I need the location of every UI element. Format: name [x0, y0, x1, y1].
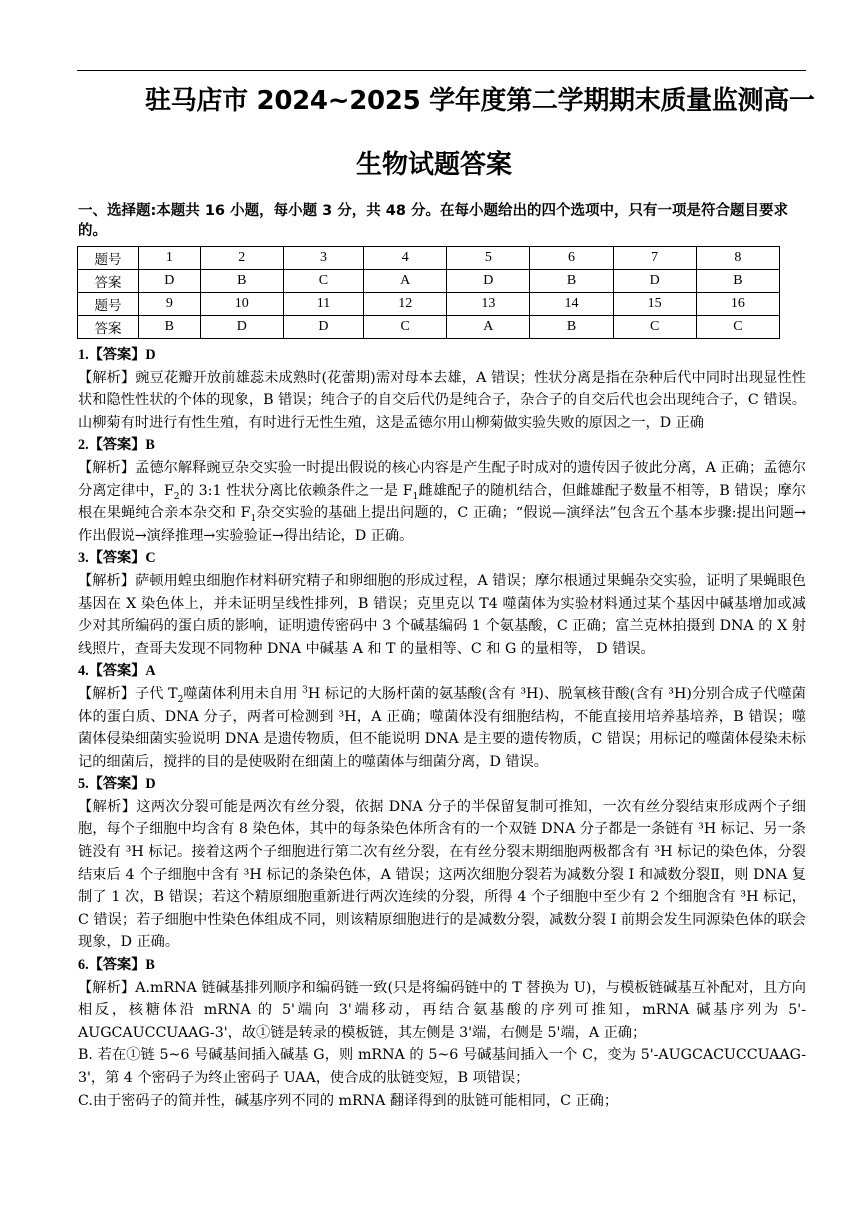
answer-4-body: 【解析】子代 $T_2$噬菌体利用未自用 $^3$H 标记的大肠杆菌的氨基酸(含有 ³H)、脱氧核苷酸(含有 ³H)分别合成子代噬菌体的蛋白质、DNA 分子，两者可检测到 ³H，A 正确；噬菌体没有细胞结构，不能直接用培养基培养，B 错误；噬菌体侵染细菌实验说明 DNA 是遗传物质，但不能说明 DNA 是主要的遗传物质，C 错误；用标记的噬菌体侵染未标记的细菌后，搅拌的目的是使吸附在细菌上的噬菌体与细菌分离，D 错误。 [78, 685, 806, 770]
answer-table [77, 246, 780, 339]
answer-3-body: 【解析】萨顿用蝗虫细胞作材料研究精子和卵细胞的形成过程，A 错误；摩尔根通过果蝇杂交实验，证明了果蝇眼色基因在 X 染色体上，并未证明呈线性排列，B 错误；克里克以 T4 噬菌体为实验材料通过某个基因中碱基增加或减少对其所编码的蛋白质的影响，证明遗传密码中 3 个碱基编码 1 个氨基酸，C 正确；富兰克林拍摄到 DNA 的 X 射线照片，查哥夫发现不同物种 DNA 中碱基 A 和 T 的量相等、C 和 G 的量相等， D 错误。 [78, 572, 806, 657]
question-number-cell: 4 [364, 247, 447, 270]
answer-5-head: 5.【答案】D [78, 776, 156, 793]
question-number-cell: 16 [696, 293, 779, 316]
answer-letter-cell: A [447, 316, 530, 339]
answer-1-body: 【解析】豌豆花瓣开放前雄蕊未成熟时(花蕾期)需对母本去雄，A 错误；性状分离是指在杂种后代中同时出现显性性状和隐性性状的个体的现象，B 错误；纯合子的自交后代仍是纯合子，杂合子的自交后代也会出现纯合子，C 错误。山柳菊有时进行有性生殖，有时进行无性生殖，这是孟德尔用山柳菊做实验失败的原因之一，D 正确 [78, 369, 806, 431]
answer-4-head: 4.【答案】A [78, 663, 156, 680]
answer-6-body-c: C.由于密码子的简并性，碱基序列不同的 mRNA 翻译得到的肽链可能相同，C 正确； [78, 1092, 619, 1109]
answer-6-head: 6.【答案】B [78, 957, 155, 974]
question-number-cell: 8 [696, 247, 779, 270]
answer-2-head: 2.【答案】B [78, 437, 155, 454]
answer-6-body-a: 【解析】A.mRNA 链碱基排列顺序和编码链一致(只是将编码链中的 T 替换为 U)，与模板链碱基互补配对，且方向相反，核糖体沿 mRNA 的 5'端向 3'端移动，再结合氨基酸的序列可推知，mRNA 碱基序列为 5'-AUGCAUCCUAAG-3'，故①链是转录的模板链，其左侧是 3'端，右侧是 5'端，A 正确； [78, 979, 806, 1041]
page-title-line1: 驻马店市 2024~2025 学年度第二学期期末质量监测高一 [145, 86, 815, 116]
answer-letter-cell: C [283, 270, 363, 293]
question-number-cell: 10 [200, 293, 283, 316]
question-number-row-label: 题号 [78, 293, 139, 316]
question-number-cell: 15 [613, 293, 696, 316]
answer-letter-cell: D [613, 270, 696, 293]
question-number-row [78, 247, 780, 270]
question-number-row [78, 293, 780, 316]
answer-5-body: 【解析】这两次分裂可能是两次有丝分裂，依据 DNA 分子的半保留复制可推知，一次有丝分裂结束形成两个子细胞，每个子细胞中均含有 8 染色体，其中的每条染色体所含有的一个双链 DNA 分子都是一条链有 ³H 标记、另一条链没有 ³H 标记。接着这两个子细胞进行第二次有丝分裂，在有丝分裂末期细胞两极都含有 ³H 标记的染色体，分裂结束后 4 个子细胞中含有 ³H 标记的条染色体，A 错误；这两次细胞分裂若为减数分裂 I 和减数分裂Ⅱ，则 DNA 复制了 1 次，B 错误；若这个精原细胞重新进行两次连续的分裂，所得 4 个子细胞中至少有 2 个细胞含有 ³H 标记，C 错误；若子细胞中性染色体组成不同，则该精原细胞进行的是减数分裂，减数分裂 I 前期会发生同源染色体的联会现象，D 正确。 [78, 798, 806, 951]
question-number-cell: 1 [139, 247, 201, 270]
question-number-cell: 9 [139, 293, 201, 316]
question-number-cell: 5 [447, 247, 530, 270]
answer-letter-cell: D [200, 316, 283, 339]
answer-letter-cell: C [696, 316, 779, 339]
question-number-cell: 7 [613, 247, 696, 270]
answer-letter-cell: B [200, 270, 283, 293]
question-number-cell: 12 [364, 293, 447, 316]
question-number-cell: 2 [200, 247, 283, 270]
question-number-cell: 14 [530, 293, 613, 316]
question-number-row-label: 题号 [78, 247, 139, 270]
answer-letter-cell: C [613, 316, 696, 339]
explanations [78, 344, 806, 1112]
answer-letter-row-label: 答案 [78, 270, 139, 293]
question-number-cell: 6 [530, 247, 613, 270]
header-rule [77, 70, 806, 71]
answer-letter-cell: B [139, 316, 201, 339]
answer-letter-cell: D [283, 316, 363, 339]
answer-letter-cell: B [530, 316, 613, 339]
question-number-cell: 11 [283, 293, 363, 316]
section-intro: 一、选择题:本题共 16 小题，每小题 3 分，共 48 分。在每小题给出的四个选项中，只有一项是符合题目要求的。 [78, 203, 789, 239]
answer-letter-row [78, 316, 780, 339]
answer-letter-row-label: 答案 [78, 316, 139, 339]
question-number-cell: 3 [283, 247, 363, 270]
answer-letter-cell: A [364, 270, 447, 293]
answer-letter-cell: D [447, 270, 530, 293]
page-title-line2: 生物试题答案 [355, 150, 512, 180]
answer-3-head: 3.【答案】C [78, 550, 156, 567]
answer-1-head: 1.【答案】D [78, 347, 156, 363]
answer-letter-row [78, 270, 780, 293]
answer-6-body-b: B. 若在①链 5~6 号碱基间插入碱基 G，则 mRNA 的 5~6 号碱基间插入一个 C，变为 5'-AUGCACUCCUAAG-3'，第 4 个密码子为终止密码子 UAA，使合成的肽链变短，B 项错误； [78, 1047, 806, 1086]
answer-letter-cell: B [530, 270, 613, 293]
answer-letter-cell: B [696, 270, 779, 293]
question-number-cell: 13 [447, 293, 530, 316]
answer-letter-cell: D [139, 270, 201, 293]
answer-letter-cell: C [364, 316, 447, 339]
answer-2-body: 【解析】孟德尔解释豌豆杂交实验一时提出假说的核心内容是产生配子时成对的遗传因子彼此分离，A 正确；孟德尔分离定律中，$F_2$的 3:1 性状分离比依赖条件之一是 $F_1$雌雄配子的随机结合，但雌雄配子数量不相等，B 错误；摩尔根在果蝇纯合亲本杂交和 $F_1$杂交实验的基础上提出问题的，C 正确；“假说—演绎法”包含五个基本步骤:提出问题→作出假说→演绎推理→实验验证→得出结论，D 正确。 [78, 459, 807, 544]
